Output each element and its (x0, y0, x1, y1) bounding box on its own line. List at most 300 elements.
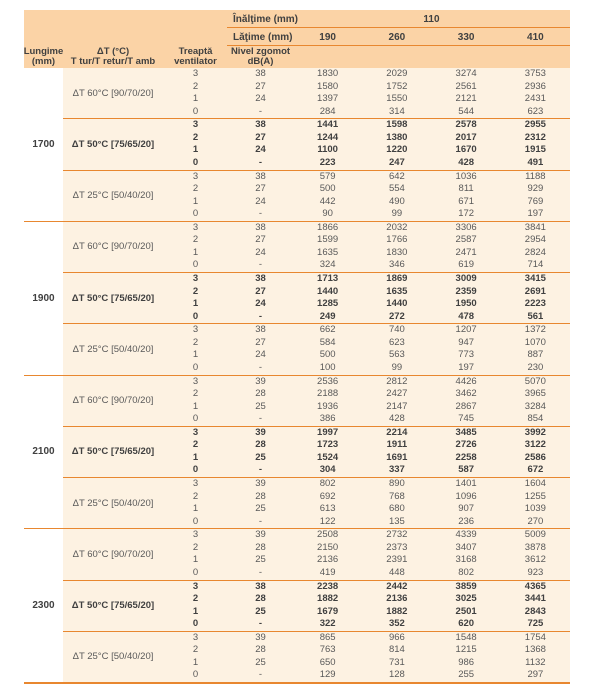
value-cell: 554 (388, 183, 405, 195)
table-row (163, 273, 570, 286)
header-row-latime (24, 28, 570, 46)
noise-cell: 25 (255, 656, 266, 668)
value-cell: 2936 (524, 80, 546, 92)
value-cell: 3485 (455, 426, 477, 438)
treapta-cell: 2 (192, 593, 199, 605)
noise-cell: 27 (255, 285, 266, 297)
noise-cell: 28 (255, 644, 266, 656)
subgroups (63, 376, 570, 529)
dt-label: ΔT 60°C [90/70/20] (72, 87, 154, 99)
dt-subgroup (63, 580, 570, 631)
noise-cell: 24 (255, 349, 266, 361)
treapta-cell: 3 (192, 221, 199, 233)
noise-cell: 24 (255, 93, 266, 105)
value-cell: 1036 (455, 170, 477, 182)
treapta-cell: 3 (192, 170, 199, 182)
table-row (163, 491, 570, 504)
table-row (163, 337, 570, 350)
value-cell: 2726 (455, 439, 477, 451)
value-cell: 650 (319, 656, 336, 668)
value-cell: 99 (391, 208, 403, 220)
treapta-cell: 3 (192, 119, 199, 131)
dt-subgroup (63, 376, 570, 426)
value-cell: 1207 (455, 324, 477, 336)
rows (163, 324, 570, 374)
value-cell: 442 (319, 195, 336, 207)
noise-cell: - (258, 156, 263, 168)
treapta-cell: 3 (192, 426, 199, 438)
latime-value-330: 330 (457, 32, 475, 43)
treapta-cell: 3 (192, 375, 199, 387)
value-cell: 1915 (524, 144, 546, 156)
table-row (163, 362, 570, 375)
treapta-cell: 2 (192, 388, 199, 400)
value-cell: 1440 (386, 298, 408, 310)
value-cell: 1039 (524, 503, 546, 515)
noise-cell: 38 (255, 273, 266, 284)
value-cell: 5009 (524, 529, 546, 541)
value-cell: 1604 (524, 478, 546, 489)
value-cell: 714 (527, 259, 544, 271)
lungime-cell: 1900 (24, 222, 63, 375)
value-cell: 1524 (317, 451, 339, 463)
value-cell: 745 (458, 413, 475, 425)
table-row (163, 581, 570, 594)
treapta-cell: 0 (192, 618, 199, 630)
value-cell: 2586 (524, 451, 546, 463)
table-row (163, 503, 570, 516)
treapta-cell: 1 (192, 451, 199, 463)
value-cell: 386 (319, 413, 336, 425)
value-cell: 1830 (386, 246, 408, 258)
value-cell: 129 (319, 669, 336, 681)
value-cell: 2843 (524, 605, 546, 617)
dt-label: ΔT 60°C [90/70/20] (72, 241, 154, 253)
treapta-cell: 2 (192, 541, 199, 553)
treapta-cell: 2 (192, 80, 199, 92)
dt-label: ΔT 60°C [90/70/20] (72, 395, 154, 407)
value-cell: 1635 (386, 285, 408, 297)
value-cell: 584 (319, 336, 336, 348)
treapta-header-line2: ventilator (174, 56, 217, 67)
value-cell: 1132 (525, 656, 546, 668)
value-cell: 230 (527, 361, 544, 373)
value-cell: 322 (319, 618, 336, 630)
rows (163, 273, 570, 323)
noise-cell: - (258, 413, 263, 425)
latime-value-410: 410 (527, 32, 544, 43)
value-cell: 2824 (524, 246, 546, 258)
value-cell: 314 (388, 105, 405, 117)
value-cell: 1285 (317, 298, 339, 310)
table-row (163, 657, 570, 670)
value-cell: 907 (458, 503, 475, 515)
treapta-cell: 2 (192, 336, 199, 348)
latime-value-190: 190 (319, 32, 336, 43)
value-cell: 1100 (317, 144, 338, 156)
dt-subgroup (63, 222, 570, 272)
noise-cell: 39 (255, 529, 266, 541)
treapta-cell: 1 (192, 298, 199, 310)
value-cell: 923 (527, 566, 544, 578)
value-cell: 2867 (455, 400, 477, 412)
column-header-treapta (163, 46, 228, 68)
value-cell: 2121 (455, 93, 477, 105)
value-cell: 587 (458, 464, 475, 476)
treapta-cell: 0 (192, 259, 199, 271)
table-row (163, 93, 570, 106)
value-cell: 1372 (524, 324, 546, 336)
value-cell: 284 (319, 105, 336, 117)
dt-header-line1: ΔT (°C) (96, 45, 130, 57)
value-cell: 90 (322, 208, 333, 220)
rows (163, 427, 570, 477)
value-cell: 1869 (386, 273, 408, 284)
value-cell: 2561 (455, 80, 477, 92)
table-row (163, 554, 570, 567)
value-cell: 2258 (455, 451, 477, 463)
value-cell: 2312 (524, 131, 546, 143)
value-cell: 1670 (455, 144, 477, 156)
rows (163, 529, 570, 579)
treapta-cell: 3 (192, 580, 199, 592)
value-cell: 2812 (386, 375, 408, 387)
table-row (163, 529, 570, 542)
value-cell: 2587 (455, 234, 477, 246)
value-cell: 223 (319, 156, 336, 168)
treapta-cell: 0 (192, 464, 199, 476)
value-cell: 122 (319, 515, 336, 527)
value-cell: 128 (388, 669, 405, 681)
value-cell: 172 (458, 208, 475, 220)
value-cell: 1830 (317, 68, 339, 79)
value-cell: 725 (527, 618, 544, 630)
value-cell: 740 (388, 324, 405, 336)
length-group (24, 528, 570, 682)
rows (163, 222, 570, 272)
value-cell: 428 (388, 413, 405, 425)
value-cell: 2223 (524, 298, 546, 310)
value-cell: 811 (458, 183, 474, 195)
table-header (24, 10, 570, 68)
zgomot-header-line2: dB(A) (247, 56, 274, 67)
rows (163, 632, 570, 682)
value-cell: 197 (527, 208, 544, 220)
noise-cell: 28 (255, 388, 266, 400)
value-cell: 1713 (317, 273, 339, 284)
value-cell: 854 (527, 413, 544, 425)
value-cell: 3753 (524, 68, 546, 79)
value-cell: 2732 (386, 529, 408, 541)
value-cell: 2391 (386, 554, 408, 566)
table-row (163, 349, 570, 362)
value-cell: 4365 (524, 580, 546, 592)
value-cell: 3965 (524, 388, 546, 400)
value-cell: 1866 (317, 221, 339, 233)
value-cell: 3122 (524, 439, 546, 451)
table-row (163, 234, 570, 247)
value-cell: 3025 (455, 593, 477, 605)
dt-header-line2: T tur/T retur/T amb (70, 56, 156, 67)
treapta-cell: 0 (192, 156, 199, 168)
value-cell: 3859 (455, 580, 477, 592)
noise-cell: 38 (255, 170, 266, 182)
value-cell: 3274 (455, 68, 477, 79)
noise-cell: - (258, 515, 263, 527)
value-cell: 1244 (317, 131, 339, 143)
value-cell: 337 (388, 464, 405, 476)
treapta-cell: 3 (192, 529, 199, 541)
noise-cell: 24 (255, 144, 266, 156)
dt-label: ΔT 60°C [90/70/20] (72, 548, 154, 560)
table-row (163, 68, 570, 81)
value-cell: 2508 (317, 529, 339, 541)
table-row (163, 81, 570, 94)
value-cell: 890 (388, 478, 405, 489)
value-cell: 1882 (386, 605, 408, 617)
value-cell: 100 (319, 361, 336, 373)
dt-subgroup (63, 272, 570, 323)
value-cell: 1691 (386, 451, 408, 463)
noise-cell: - (258, 361, 263, 373)
value-cell: 500 (319, 183, 336, 195)
noise-cell: 28 (255, 541, 266, 553)
value-cell: 1550 (386, 93, 408, 105)
value-cell: 561 (527, 310, 544, 322)
table-row (163, 183, 570, 196)
noise-cell: 27 (255, 183, 266, 195)
value-cell: 478 (458, 310, 475, 322)
treapta-cell: 3 (192, 68, 199, 79)
table-row (163, 208, 570, 221)
value-cell: 304 (319, 464, 336, 476)
value-cell: 1997 (317, 426, 339, 438)
lungime-header-line2: (mm) (31, 56, 56, 67)
lungime-cell: 2100 (24, 376, 63, 529)
rows (163, 119, 570, 169)
treapta-header-line1: Treaptă (178, 45, 213, 57)
value-cell: 731 (388, 656, 405, 668)
treapta-cell: 1 (192, 349, 199, 361)
table-row (163, 606, 570, 619)
value-cell: 2136 (317, 554, 339, 566)
subgroups (63, 222, 570, 375)
column-header-lungime (24, 46, 63, 68)
dt-subgroup (63, 170, 570, 221)
noise-cell: 38 (255, 324, 266, 336)
value-cell: 428 (458, 156, 475, 168)
value-cell: 769 (527, 195, 544, 207)
value-cell: 2501 (455, 605, 477, 617)
treapta-cell: 2 (192, 183, 199, 195)
table-row (163, 324, 570, 337)
noise-cell: 38 (255, 580, 266, 592)
value-cell: 2536 (317, 375, 339, 387)
noise-cell: - (258, 464, 263, 476)
value-cell: 2691 (524, 285, 546, 297)
table-row (163, 157, 570, 170)
value-cell: 1548 (455, 631, 477, 643)
table-row (163, 516, 570, 529)
noise-cell: 38 (255, 221, 266, 233)
noise-cell: 28 (255, 439, 266, 451)
rows (163, 171, 570, 221)
treapta-cell: 1 (192, 246, 199, 258)
value-cell: 500 (319, 349, 336, 361)
table-row (163, 286, 570, 299)
value-cell: 2954 (524, 234, 546, 246)
header-row-inaltime (24, 10, 570, 28)
noise-cell: 25 (255, 605, 266, 617)
value-cell: 2032 (386, 221, 408, 233)
dt-label: ΔT 25°C [50/40/20] (72, 497, 154, 509)
value-cell: 3407 (455, 541, 477, 553)
value-cell: 3878 (524, 541, 546, 553)
treapta-cell: 1 (192, 656, 199, 668)
value-cell: 5070 (524, 375, 546, 387)
treapta-cell: 1 (192, 503, 199, 515)
table-row (163, 196, 570, 209)
treapta-cell: 0 (192, 566, 199, 578)
rows (163, 376, 570, 426)
value-cell: 1911 (386, 439, 408, 451)
treapta-cell: 0 (192, 361, 199, 373)
value-cell: 1096 (455, 490, 477, 502)
value-cell: 135 (388, 515, 405, 527)
value-cell: 1635 (317, 246, 339, 258)
value-cell: 1679 (317, 605, 339, 617)
treapta-cell: 2 (192, 131, 199, 143)
rows (163, 581, 570, 631)
value-cell: 99 (391, 361, 403, 373)
noise-cell: - (258, 669, 263, 681)
treapta-cell: 0 (192, 413, 199, 425)
table-row (163, 593, 570, 606)
noise-cell: 38 (255, 119, 266, 131)
table-row (163, 311, 570, 324)
dt-subgroup (63, 529, 570, 579)
value-cell: 802 (458, 566, 475, 578)
value-cell: 2471 (455, 246, 477, 258)
subgroups (63, 68, 570, 221)
value-cell: 619 (458, 259, 475, 271)
treapta-cell: 1 (192, 605, 199, 617)
column-header-zgomot (228, 46, 293, 68)
value-cell: 4426 (455, 375, 477, 387)
treapta-cell: 0 (192, 669, 199, 681)
value-cell: 763 (319, 644, 336, 656)
value-cell: 236 (458, 515, 475, 527)
noise-cell: 28 (255, 490, 266, 502)
value-cell: 3009 (455, 273, 477, 284)
value-cell: 297 (527, 669, 544, 681)
subgroups (63, 529, 570, 682)
table-body (24, 68, 570, 684)
value-cell: 3306 (455, 221, 477, 233)
table-row (163, 171, 570, 184)
value-cell: 3284 (524, 400, 546, 412)
noise-cell: - (258, 310, 263, 322)
value-cell: 2029 (386, 68, 408, 79)
treapta-cell: 0 (192, 310, 199, 322)
value-cell: 2238 (317, 580, 339, 592)
value-cell: 2017 (455, 131, 477, 143)
noise-cell: - (258, 618, 263, 630)
value-cell: 1754 (524, 631, 546, 643)
treapta-cell: 2 (192, 234, 199, 246)
lungime-cell: 2300 (24, 529, 63, 682)
value-cell: 1580 (317, 80, 339, 92)
treapta-cell: 3 (192, 273, 199, 284)
value-cell: 1255 (524, 490, 546, 502)
noise-cell: 24 (255, 298, 266, 310)
dt-label: ΔT 25°C [50/40/20] (72, 190, 154, 202)
length-group (24, 221, 570, 375)
noise-cell: - (258, 259, 263, 271)
table-row (163, 439, 570, 452)
value-cell: 324 (319, 259, 336, 271)
noise-cell: 38 (255, 68, 266, 79)
value-cell: 1599 (317, 234, 339, 246)
dt-subgroup (63, 118, 570, 169)
table-row (163, 618, 570, 631)
value-cell: 419 (319, 566, 336, 578)
value-cell: 1598 (386, 119, 408, 131)
noise-cell: 27 (255, 131, 266, 143)
value-cell: 3415 (524, 273, 546, 284)
table-row (163, 222, 570, 235)
noise-cell: 39 (255, 631, 266, 643)
treapta-cell: 2 (192, 285, 199, 297)
treapta-cell: 1 (192, 554, 199, 566)
lungime-cell: 1700 (24, 68, 63, 221)
table-row (163, 376, 570, 389)
value-cell: 272 (388, 310, 405, 322)
value-cell: 613 (319, 503, 336, 515)
table-row (163, 669, 570, 682)
noise-cell: 24 (255, 195, 266, 207)
dt-subgroup (63, 68, 570, 118)
value-cell: 662 (319, 324, 336, 336)
noise-cell: - (258, 566, 263, 578)
dt-label: ΔT 50°C [75/65/20] (71, 138, 155, 150)
table-row (163, 132, 570, 145)
value-cell: 1440 (317, 285, 339, 297)
rows (163, 478, 570, 528)
value-cell: 3168 (455, 554, 477, 566)
table-row (163, 632, 570, 645)
value-cell: 352 (388, 618, 405, 630)
value-cell: 1368 (524, 644, 546, 656)
value-cell: 2214 (386, 426, 408, 438)
radiator-output-table (24, 10, 570, 684)
table-row (163, 478, 570, 491)
dt-label: ΔT 50°C [75/65/20] (71, 600, 155, 612)
dt-subgroup (63, 323, 570, 374)
value-cell: 255 (458, 669, 475, 681)
value-cell: 2955 (524, 119, 546, 131)
noise-cell: 39 (255, 478, 266, 489)
dt-subgroup (63, 631, 570, 682)
value-cell: 620 (458, 618, 475, 630)
value-cell: 2578 (455, 119, 477, 131)
noise-cell: 25 (255, 400, 266, 412)
value-cell: 1752 (386, 80, 408, 92)
table-row (163, 401, 570, 414)
dt-subgroup (63, 477, 570, 528)
value-cell: 2136 (386, 593, 408, 605)
value-cell: 1380 (386, 131, 408, 143)
